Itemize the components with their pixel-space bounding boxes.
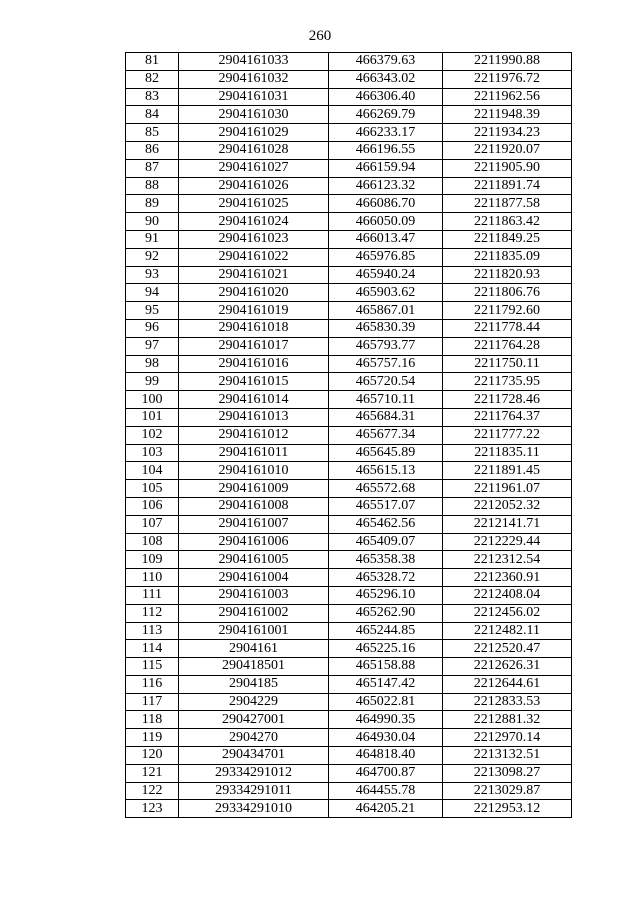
row-number-cell: 113: [126, 622, 179, 640]
y-coordinate-cell: 2211891.74: [443, 177, 572, 195]
row-number-cell: 111: [126, 586, 179, 604]
row-number-cell: 114: [126, 640, 179, 658]
x-coordinate-cell: 465147.42: [329, 675, 443, 693]
row-number-cell: 119: [126, 729, 179, 747]
point-id-cell: 2904161: [179, 640, 329, 658]
row-number-cell: 103: [126, 444, 179, 462]
x-coordinate-cell: 465158.88: [329, 658, 443, 676]
y-coordinate-cell: 2211877.58: [443, 195, 572, 213]
point-id-cell: 2904161033: [179, 53, 329, 71]
point-id-cell: 2904161032: [179, 70, 329, 88]
point-id-cell: 2904161002: [179, 604, 329, 622]
y-coordinate-cell: 2212408.04: [443, 586, 572, 604]
row-number-cell: 123: [126, 800, 179, 818]
table-row: [126, 426, 572, 444]
y-coordinate-cell: 2213132.51: [443, 747, 572, 765]
y-coordinate-cell: 2212833.53: [443, 693, 572, 711]
y-coordinate-cell: 2212520.47: [443, 640, 572, 658]
point-id-cell: 29334291012: [179, 764, 329, 782]
y-coordinate-cell: 2212644.61: [443, 675, 572, 693]
x-coordinate-cell: 464205.21: [329, 800, 443, 818]
point-id-cell: 2904229: [179, 693, 329, 711]
point-id-cell: 2904161024: [179, 213, 329, 231]
y-coordinate-cell: 2211962.56: [443, 88, 572, 106]
row-number-cell: 83: [126, 88, 179, 106]
row-number-cell: 110: [126, 569, 179, 587]
x-coordinate-cell: 465409.07: [329, 533, 443, 551]
x-coordinate-cell: 464700.87: [329, 764, 443, 782]
table-row: [126, 284, 572, 302]
row-number-cell: 122: [126, 782, 179, 800]
row-number-cell: 118: [126, 711, 179, 729]
y-coordinate-cell: 2212970.14: [443, 729, 572, 747]
x-coordinate-cell: 466050.09: [329, 213, 443, 231]
table-row: [126, 515, 572, 533]
row-number-cell: 121: [126, 764, 179, 782]
point-id-cell: 2904161006: [179, 533, 329, 551]
table-row: [126, 497, 572, 515]
x-coordinate-cell: 466233.17: [329, 124, 443, 142]
row-number-cell: 89: [126, 195, 179, 213]
x-coordinate-cell: 465358.38: [329, 551, 443, 569]
row-number-cell: 101: [126, 408, 179, 426]
y-coordinate-cell: 2211764.28: [443, 337, 572, 355]
x-coordinate-cell: 465976.85: [329, 248, 443, 266]
x-coordinate-cell: 465903.62: [329, 284, 443, 302]
point-id-cell: 2904161015: [179, 373, 329, 391]
y-coordinate-cell: 2211735.95: [443, 373, 572, 391]
y-coordinate-cell: 2211728.46: [443, 391, 572, 409]
point-id-cell: 2904161014: [179, 391, 329, 409]
x-coordinate-cell: 465720.54: [329, 373, 443, 391]
table-row: [126, 177, 572, 195]
row-number-cell: 100: [126, 391, 179, 409]
point-id-cell: 2904161009: [179, 480, 329, 498]
row-number-cell: 117: [126, 693, 179, 711]
table-row: [126, 337, 572, 355]
x-coordinate-cell: 465296.10: [329, 586, 443, 604]
point-id-cell: 2904161013: [179, 408, 329, 426]
row-number-cell: 92: [126, 248, 179, 266]
point-id-cell: 2904161007: [179, 515, 329, 533]
table-row: [126, 70, 572, 88]
point-id-cell: 2904161001: [179, 622, 329, 640]
x-coordinate-cell: 465684.31: [329, 408, 443, 426]
row-number-cell: 93: [126, 266, 179, 284]
table-row: [126, 604, 572, 622]
point-id-cell: 2904161019: [179, 302, 329, 320]
y-coordinate-cell: 2211934.23: [443, 124, 572, 142]
row-number-cell: 91: [126, 230, 179, 248]
coordinate-table: [125, 52, 572, 818]
y-coordinate-cell: 2211905.90: [443, 159, 572, 177]
x-coordinate-cell: 465677.34: [329, 426, 443, 444]
row-number-cell: 106: [126, 497, 179, 515]
y-coordinate-cell: 2211920.07: [443, 141, 572, 159]
row-number-cell: 115: [126, 658, 179, 676]
point-id-cell: 2904161023: [179, 230, 329, 248]
point-id-cell: 2904161022: [179, 248, 329, 266]
point-id-cell: 29334291011: [179, 782, 329, 800]
y-coordinate-cell: 2212953.12: [443, 800, 572, 818]
y-coordinate-cell: 2211777.22: [443, 426, 572, 444]
x-coordinate-cell: 466123.32: [329, 177, 443, 195]
row-number-cell: 81: [126, 53, 179, 71]
point-id-cell: 2904161021: [179, 266, 329, 284]
x-coordinate-cell: 465328.72: [329, 569, 443, 587]
table-row: [126, 729, 572, 747]
table-row: [126, 124, 572, 142]
row-number-cell: 88: [126, 177, 179, 195]
x-coordinate-cell: 465615.13: [329, 462, 443, 480]
x-coordinate-cell: 466343.02: [329, 70, 443, 88]
point-id-cell: 2904161027: [179, 159, 329, 177]
point-id-cell: 290434701: [179, 747, 329, 765]
point-id-cell: 2904161004: [179, 569, 329, 587]
y-coordinate-cell: 2211835.09: [443, 248, 572, 266]
table-row: [126, 391, 572, 409]
point-id-cell: 2904161005: [179, 551, 329, 569]
row-number-cell: 107: [126, 515, 179, 533]
table-body: [126, 53, 572, 818]
table-row: [126, 230, 572, 248]
table-row: [126, 586, 572, 604]
row-number-cell: 99: [126, 373, 179, 391]
y-coordinate-cell: 2211891.45: [443, 462, 572, 480]
row-number-cell: 98: [126, 355, 179, 373]
table-row: [126, 551, 572, 569]
table-row: [126, 800, 572, 818]
row-number-cell: 96: [126, 319, 179, 337]
table-row: [126, 675, 572, 693]
point-id-cell: 2904161030: [179, 106, 329, 124]
table-row: [126, 533, 572, 551]
table-row: [126, 302, 572, 320]
table-row: [126, 480, 572, 498]
y-coordinate-cell: 2211961.07: [443, 480, 572, 498]
y-coordinate-cell: 2211750.11: [443, 355, 572, 373]
row-number-cell: 112: [126, 604, 179, 622]
table-row: [126, 266, 572, 284]
x-coordinate-cell: 466196.55: [329, 141, 443, 159]
y-coordinate-cell: 2212881.32: [443, 711, 572, 729]
row-number-cell: 104: [126, 462, 179, 480]
x-coordinate-cell: 465244.85: [329, 622, 443, 640]
y-coordinate-cell: 2212482.11: [443, 622, 572, 640]
x-coordinate-cell: 465710.11: [329, 391, 443, 409]
x-coordinate-cell: 464990.35: [329, 711, 443, 729]
y-coordinate-cell: 2212360.91: [443, 569, 572, 587]
x-coordinate-cell: 465793.77: [329, 337, 443, 355]
row-number-cell: 86: [126, 141, 179, 159]
table-row: [126, 319, 572, 337]
point-id-cell: 2904161028: [179, 141, 329, 159]
y-coordinate-cell: 2211990.88: [443, 53, 572, 71]
table-row: [126, 658, 572, 676]
point-id-cell: 2904161003: [179, 586, 329, 604]
point-id-cell: 2904161010: [179, 462, 329, 480]
row-number-cell: 94: [126, 284, 179, 302]
row-number-cell: 105: [126, 480, 179, 498]
point-id-cell: 2904185: [179, 675, 329, 693]
x-coordinate-cell: 465225.16: [329, 640, 443, 658]
table-row: [126, 764, 572, 782]
row-number-cell: 85: [126, 124, 179, 142]
y-coordinate-cell: 2211764.37: [443, 408, 572, 426]
table-row: [126, 408, 572, 426]
point-id-cell: 2904161026: [179, 177, 329, 195]
table-row: [126, 693, 572, 711]
point-id-cell: 2904161031: [179, 88, 329, 106]
point-id-cell: 2904161025: [179, 195, 329, 213]
table-row: [126, 373, 572, 391]
table-row: [126, 213, 572, 231]
x-coordinate-cell: 465262.90: [329, 604, 443, 622]
table-row: [126, 462, 572, 480]
row-number-cell: 87: [126, 159, 179, 177]
point-id-cell: 2904161011: [179, 444, 329, 462]
row-number-cell: 97: [126, 337, 179, 355]
row-number-cell: 95: [126, 302, 179, 320]
y-coordinate-cell: 2212312.54: [443, 551, 572, 569]
row-number-cell: 116: [126, 675, 179, 693]
y-coordinate-cell: 2211863.42: [443, 213, 572, 231]
y-coordinate-cell: 2211849.25: [443, 230, 572, 248]
y-coordinate-cell: 2211835.11: [443, 444, 572, 462]
point-id-cell: 2904161018: [179, 319, 329, 337]
x-coordinate-cell: 464455.78: [329, 782, 443, 800]
point-id-cell: 290418501: [179, 658, 329, 676]
x-coordinate-cell: 466159.94: [329, 159, 443, 177]
y-coordinate-cell: 2212141.71: [443, 515, 572, 533]
y-coordinate-cell: 2211948.39: [443, 106, 572, 124]
x-coordinate-cell: 465022.81: [329, 693, 443, 711]
point-id-cell: 2904161012: [179, 426, 329, 444]
point-id-cell: 29334291010: [179, 800, 329, 818]
y-coordinate-cell: 2211976.72: [443, 70, 572, 88]
y-coordinate-cell: 2212456.02: [443, 604, 572, 622]
row-number-cell: 84: [126, 106, 179, 124]
row-number-cell: 102: [126, 426, 179, 444]
point-id-cell: 2904270: [179, 729, 329, 747]
page-number: 260: [308, 28, 332, 44]
point-id-cell: 2904161016: [179, 355, 329, 373]
table-row: [126, 747, 572, 765]
x-coordinate-cell: 465517.07: [329, 497, 443, 515]
row-number-cell: 90: [126, 213, 179, 231]
table-row: [126, 141, 572, 159]
x-coordinate-cell: 465867.01: [329, 302, 443, 320]
y-coordinate-cell: 2213029.87: [443, 782, 572, 800]
x-coordinate-cell: 466269.79: [329, 106, 443, 124]
table-row: [126, 53, 572, 71]
table-row: [126, 622, 572, 640]
table-row: [126, 355, 572, 373]
table-row: [126, 248, 572, 266]
y-coordinate-cell: 2211806.76: [443, 284, 572, 302]
x-coordinate-cell: 465757.16: [329, 355, 443, 373]
x-coordinate-cell: 465830.39: [329, 319, 443, 337]
table-row: [126, 444, 572, 462]
y-coordinate-cell: 2211778.44: [443, 319, 572, 337]
point-id-cell: 290427001: [179, 711, 329, 729]
x-coordinate-cell: 466086.70: [329, 195, 443, 213]
y-coordinate-cell: 2212052.32: [443, 497, 572, 515]
y-coordinate-cell: 2212626.31: [443, 658, 572, 676]
x-coordinate-cell: 466379.63: [329, 53, 443, 71]
x-coordinate-cell: 464930.04: [329, 729, 443, 747]
x-coordinate-cell: 465645.89: [329, 444, 443, 462]
row-number-cell: 109: [126, 551, 179, 569]
table-row: [126, 640, 572, 658]
point-id-cell: 2904161008: [179, 497, 329, 515]
table-row: [126, 106, 572, 124]
point-id-cell: 2904161029: [179, 124, 329, 142]
x-coordinate-cell: 466306.40: [329, 88, 443, 106]
table-row: [126, 159, 572, 177]
x-coordinate-cell: 464818.40: [329, 747, 443, 765]
row-number-cell: 82: [126, 70, 179, 88]
x-coordinate-cell: 465462.56: [329, 515, 443, 533]
y-coordinate-cell: 2211820.93: [443, 266, 572, 284]
table-row: [126, 782, 572, 800]
point-id-cell: 2904161017: [179, 337, 329, 355]
table-row: [126, 88, 572, 106]
row-number-cell: 108: [126, 533, 179, 551]
x-coordinate-cell: 466013.47: [329, 230, 443, 248]
x-coordinate-cell: 465572.68: [329, 480, 443, 498]
table-row: [126, 711, 572, 729]
table-row: [126, 195, 572, 213]
y-coordinate-cell: 2213098.27: [443, 764, 572, 782]
row-number-cell: 120: [126, 747, 179, 765]
y-coordinate-cell: 2212229.44: [443, 533, 572, 551]
table-row: [126, 569, 572, 587]
point-id-cell: 2904161020: [179, 284, 329, 302]
y-coordinate-cell: 2211792.60: [443, 302, 572, 320]
x-coordinate-cell: 465940.24: [329, 266, 443, 284]
